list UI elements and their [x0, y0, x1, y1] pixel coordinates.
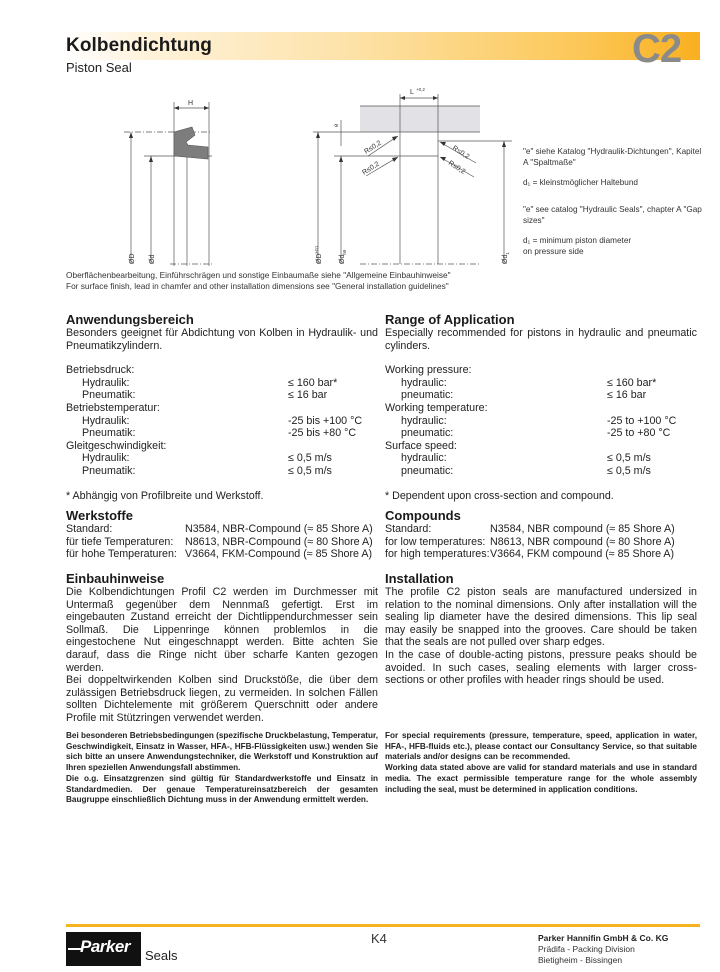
company-division: Prädifa - Packing Division [538, 944, 635, 954]
spec-list [385, 364, 697, 477]
material-label: for low temperatures: [385, 535, 486, 548]
spec-value: ≤ 16 bar [288, 389, 328, 402]
drawing-notes [523, 146, 703, 257]
footnote: * Abhängig von Profilbreite und Werkstoff. [66, 489, 264, 502]
spec-label: Gleitgeschwindigkeit: [66, 439, 167, 452]
material-row [385, 523, 697, 536]
note-en-gap: "e" see catalog "Hydraulic Seals", chapter A "Gap sizes" [523, 205, 702, 225]
note-en-d1-line1: d₁ = minimum piston diameter [523, 236, 632, 245]
spec-label: pneumatic: [401, 464, 454, 477]
material-value: N8613, NBR-Compound (≈ 80 Shore A) [185, 535, 373, 548]
spec-row [385, 440, 697, 453]
spec-row [385, 364, 697, 377]
section-intro: Especially recommended for pistons in hydraulic and pneumatic cylinders. [385, 327, 697, 352]
spec-value: ≤ 160 bar* [607, 376, 657, 389]
spec-value: ≤ 0,5 m/s [607, 464, 651, 477]
footnote: * Dependent upon cross-section and compound. [385, 489, 614, 502]
material-row [66, 536, 378, 549]
spec-label: Pneumatik: [82, 389, 136, 402]
spec-label: Betriebsdruck: [66, 364, 135, 377]
spec-label: pneumatic: [401, 427, 454, 440]
company-name: Parker Hannifin GmbH & Co. KG [538, 933, 669, 943]
special-notice-de [66, 731, 378, 806]
spec-row [66, 377, 378, 390]
spec-value: -25 to +80 °C [607, 427, 671, 440]
dim-tolerance-l: +0,2 [416, 87, 425, 92]
spec-label: hydraulic: [401, 414, 447, 427]
note-en-d1 [523, 235, 703, 257]
material-row [385, 536, 697, 549]
spec-value: -25 to +100 °C [607, 414, 677, 427]
spec-value: ≤ 0,5 m/s [607, 452, 651, 465]
spec-row [66, 465, 378, 478]
section-compounds-en [385, 508, 697, 561]
radius-label: R≤0,2 [446, 159, 467, 176]
spec-row [66, 452, 378, 465]
section-heading: Installation [385, 571, 454, 586]
spec-row [385, 402, 697, 415]
radius-label: R≤0,2 [363, 139, 383, 156]
spec-row [385, 452, 697, 465]
spec-value: ≤ 16 bar [607, 389, 647, 402]
spec-value: ≤ 0,5 m/s [288, 464, 332, 477]
spec-label: Surface speed: [385, 439, 457, 452]
drawing-caption [66, 270, 451, 291]
material-value: N8613, NBR compound (≈ 80 Shore A) [490, 535, 675, 548]
spec-row [66, 389, 378, 402]
special-notice-paragraph: For special requirements (pressure, temperature, speed, application in water, HFA-, HFB-fluids etc.), please contact our Consultancy Service, so that suitable materials and/or designs can be recommended. [385, 731, 697, 762]
spec-row [385, 427, 697, 440]
page-title: Kolbendichtung [66, 35, 212, 56]
material-value: V3664, FKM compound (≈ 85 Shore A) [490, 548, 675, 561]
material-label: für tiefe Temperaturen: [66, 535, 174, 548]
material-row [385, 548, 697, 561]
section-installation-de [66, 571, 378, 725]
logo-suffix: Seals [145, 948, 178, 963]
special-notice-paragraph: Working data stated above are valid for standard materials and use in standard media. The exact permissible temperature range for the whole assembly including the seal, must be determined in application conditions. [385, 763, 697, 794]
section-heading: Einbauhinweise [66, 571, 165, 586]
installation-paragraph: Bei doppeltwirkenden Kolben sind Druckstöße, die über dem zulässigen Betriebsdruck liegen, zu vermeiden. In solchen Fällen sollten Dichtelemente mit größerem Querschnitt oder andere Profile mit Stützringen verwendet werden. [66, 674, 378, 724]
dim-label-e: e [334, 123, 340, 127]
spec-label: Working temperature: [385, 401, 488, 414]
spec-label: Hydraulik: [82, 376, 130, 389]
material-row [66, 548, 378, 561]
caption-de: Oberflächenbearbeitung, Einführschrägen und sonstige Einbaumaße siehe "Allgemeine Einbauhinweise" [66, 270, 451, 280]
material-value: N3584, NBR-Compound (≈ 85 Shore A) [185, 523, 373, 535]
page-subtitle: Piston Seal [66, 60, 132, 75]
special-notice-paragraph: Die o.g. Einsatzgrenzen sind gültig für Standardwerkstoffe und Einsatz in Standardmedien. Der genaue Temperatureinsatzbereich der gesamten Baugruppe einschließlich Dichtung muss in der Anwendung ermittelt werden. [66, 773, 378, 805]
dim-label-l: L [410, 89, 414, 96]
spec-row [66, 440, 378, 453]
spec-label: Hydraulik: [82, 414, 130, 427]
spec-label: Pneumatik: [82, 464, 136, 477]
section-heading: Range of Application [385, 312, 515, 327]
spec-value: ≤ 0,5 m/s [288, 452, 332, 465]
section-application-de [66, 312, 378, 502]
spec-label: hydraulic: [401, 452, 447, 465]
material-label: for high temperatures: [385, 548, 490, 561]
spec-value: ≤ 160 bar* [288, 376, 338, 389]
spec-row [66, 415, 378, 428]
technical-drawing [60, 80, 520, 280]
spec-label: Pneumatik: [82, 427, 136, 440]
spec-label: Betriebstemperatur: [66, 401, 160, 414]
company-info [538, 933, 668, 966]
installation-paragraph: Die Kolbendichtungen Profil C2 werden im Durchmesser mit Untermaß gegenüber dem Nennmaß gefertigt. Erst im eingebauten Zustand erreicht der Dichtlippendurchmesser sein Sollmaß. Die Lippenringe können problemlos in die eingestochene Nut eingeschnappt werden. Bitte achten Sie darauf, dass die Ringe nicht über scharfe Kanten gezogen werden. [66, 586, 378, 674]
company-location: Bietigheim - Bissingen [538, 955, 623, 965]
section-heading: Werkstoffe [66, 508, 133, 523]
spec-row [66, 364, 378, 377]
spec-label: Working pressure: [385, 364, 472, 377]
note-de-d1: d₁ = kleinstmöglicher Haltebund [523, 178, 638, 187]
section-heading: Anwendungsbereich [66, 312, 194, 327]
section-application-en [385, 312, 697, 502]
dim-label-groove-d: $Ød_{h9}$ [339, 249, 347, 264]
special-notice-en [385, 731, 697, 795]
logo-text: Parker [80, 937, 130, 956]
installation-paragraph: The profile C2 piston seals are manufactured undersized in relation to the nominal dimensions. Only after installation will the sealing lip diameter have the desired dimensions. This lip seal may easily be snapped into the grooves. Care should be taken that the seals are not pulled over sharp edges. [385, 586, 697, 649]
dim-label-inner-d: Ød [149, 254, 156, 264]
material-row [66, 523, 378, 536]
profile-code: C2 [632, 27, 682, 71]
spec-row [66, 427, 378, 440]
special-notice-paragraph: Bei besonderen Betriebsbedingungen (spezifische Druckbelastung, Temperatur, Geschwindigkeit, Einsatz in Wasser, HFA-, HFB-Flüssigkeiten usw.) wenden Sie sich bitte an unsere Anwendungstechniker, die Werkstoff und Konstruktion auf Ihren speziellen Anwendungsfall abstimmen. [66, 731, 378, 773]
spec-value: -25 bis +80 °C [288, 427, 357, 440]
spec-row [385, 465, 697, 478]
section-intro: Besonders geeignet für Abdichtung von Kolben in Hydraulik- und Pneumatikzylindern. [66, 327, 378, 352]
material-value: V3664, FKM-Compound (≈ 85 Shore A) [185, 548, 373, 561]
caption-en: For surface finish, lead in chamfer and other installation dimensions see "General installation guidelines" [66, 280, 449, 291]
note-de-gap: "e" siehe Katalog "Hydraulik-Dichtungen", Kapitel A "Spaltmaße" [523, 147, 702, 167]
section-materials-de [66, 508, 378, 561]
radius-label: R≤0,2 [361, 160, 381, 177]
footer-divider [66, 924, 700, 927]
spec-value: -25 bis +100 °C [288, 414, 363, 427]
material-value: N3584, NBR compound (≈ 85 Shore A) [490, 523, 675, 535]
material-label: Standard: [66, 523, 113, 535]
spec-label: hydraulic: [401, 376, 447, 389]
spec-row [385, 389, 697, 402]
note-en-d1-line2: on pressure side [523, 247, 584, 256]
installation-paragraph: In the case of double-acting pistons, pressure peaks should be avoided. In such cases, sealing elements with larger cross-sections or other profiles with header rings should be used. [385, 648, 697, 687]
dim-label-outer-d: ØD [129, 253, 136, 264]
material-label: Standard: [385, 523, 432, 535]
spec-label: Hydraulik: [82, 452, 130, 465]
spec-row [385, 377, 697, 390]
spec-row [66, 402, 378, 415]
spec-label: pneumatic: [401, 389, 454, 402]
section-installation-en [385, 571, 697, 687]
dim-label-h: H [188, 100, 194, 107]
section-heading: Compounds [385, 508, 461, 523]
dim-label-bore-d: $ØD^{H11}$ [314, 245, 323, 264]
spec-row [385, 415, 697, 428]
material-label: für hohe Temperaturen: [66, 548, 177, 561]
spec-list [66, 364, 378, 477]
dim-label-d1: $Ød_1$ [502, 252, 510, 264]
page-number: K4 [371, 931, 387, 946]
radius-label: R≤0,2 [450, 144, 471, 161]
